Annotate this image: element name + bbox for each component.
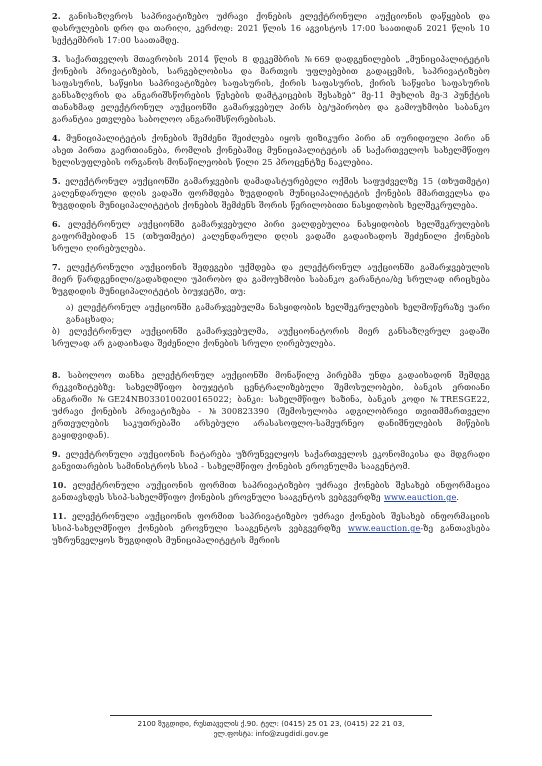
paragraph-4 — [52, 132, 490, 168]
paragraph-text: ელექტრონული აუქციონის ჩატარება უზრუნველყოს საქართველოს ეკონომიკისა და მდგრადი განვითარების სამინისტროს სსიპ - სახელმწიფო ქონების ეროვნულმა სააგენტომ. — [52, 449, 490, 471]
subitem-a: ა) ელექტრონულ აუქციონში გამარჯვებულმა ნასყიდობის ხელშეკრულების ხელმოწერაზე უარი განაცხადა; — [66, 302, 490, 324]
paragraph-text: მუნიციპალიტეტის ქონების შემძენი შეიძლება იყოს ფიზიკური პირი ან იურიდიული პირი ან ასეთ პირთა გაერთიანება, რომლის ქონებაშიც მუნიციპალიტეტის ან საქართველოს სახელმწიფო ხელისუფლების ორგანოს მონაწილეობის წილი 25 პროცენტზე ნაკლებია. — [52, 133, 490, 167]
paragraph-2 — [52, 10, 490, 46]
paragraph-text: საბოლოო თანხა ელექტრონულ აუქციონში მონაწილე პირებმა უნდა გადაიხადონ შემდეგ რეკვიზიტებზე: სახელმწიფო ბიუჯეტის ცენტრალიზებული შემოსულობები, ბანკის ერთიანი ანგარიში №GE24NB0330100200165022; ბანკი: სახელმწიფო ხაზინა, ბანკის კოდი №TRESGE22, უძრავი ქონების პრივატიზება - №300823390 (შემოსულობა ადგილობრივი თვითმმართველი ერთეულების საკუთრებაში არსებული არასასოფლო-სამეურნეო დანიშნულების მიწების გაყიდვიდან). — [52, 370, 490, 440]
paragraph-number: 9. — [52, 449, 61, 459]
paragraph-text: ელექტრონულ აუქციონში გამარჯვების დამადასტურებელი ოქმის საფუძველზე 15 (თხუთმეტი) კალენდარული დღის ვადაში ფორმდება ზუგდიდის მუნიციპალიტეტის ქონების მმართველსა და ზუგდიდის მუნიციპალიტეტის ქონების შემძენს შორის წერილობითი ნასყიდობის ხელშეკრულება. — [52, 176, 490, 210]
paragraph-5 — [52, 175, 490, 211]
paragraph-10 — [52, 479, 490, 503]
paragraph-number: 2. — [52, 11, 61, 21]
paragraph-11 — [52, 510, 490, 546]
subitem-b: ბ) ელექტრონულ აუქციონში გამარჯვებულმა, აუქციონატორის მიერ განსაზღვრულ ვადაში სრულად არ გადაიხადა შეძენილი ქონების სრული ღირებულება. — [52, 326, 490, 348]
paragraph-text: განისაზღვროს საპრივატიზებო უძრავი ქონების ელექტრონული აუქციონის დაწყების და დასრულების დრო და თარიღი, კერძოდ: 2021 წლის 16 აგვისტოს 17:00 საათიდან 2021 წლის 10 სექტემბრის 17:00 საათამდე. — [52, 11, 490, 45]
paragraph-text: საქართველოს მთავრობის 2014 წლის 8 დეკემბრის №669 დადგენილების „მუნიციპალიტეტის ქონების პრივატიზების, სარგებლობისა და მართვის უფლებებით გადაცემის, საპრივატიზებო საფასურის, საწყისი საპრივატიზებო საფასურის, ქირის საფასურის, ქირის საწყისი საფასურის განსაზღვრის და ანგარიშსწორების წესების დამტკიცების შესახებ“ მე-11 მუხლის მე-3 პუნქტის თანახმად ელექტრონულ აუქციონში გამარჯვებულ პირს ბე/უპირობო და გამოუხმობი საბანკო გარანტია ეთვლება საბოლოო ანგარიშსწორებისას. — [52, 54, 490, 124]
paragraph-number: 10. — [52, 480, 67, 490]
paragraph-text: ელექტრონული აუქციონის შედეგები უქმდება და ელექტრონულ აუქციონში გამარჯვებულის მიერ წარდგენილი/გადახდილი უპირობო და გამოუხმობი საბანკო გარანტია/ბე სრულად ირიცხება ზუგდიდის მუნიციპალიტეტის ბიუჯეტში, თუ: — [52, 262, 490, 296]
page-footer — [110, 715, 432, 739]
paragraph-6 — [52, 218, 490, 254]
paragraph-3 — [52, 53, 490, 125]
paragraph-9 — [52, 448, 490, 472]
paragraph-tail: . — [456, 492, 460, 502]
paragraph-number: 11. — [52, 511, 67, 521]
eauction-link[interactable]: www.eauction.ge — [383, 492, 457, 502]
paragraph-number: 3. — [52, 54, 61, 64]
spacer — [52, 349, 490, 369]
paragraph-number: 7. — [52, 262, 61, 272]
paragraph-text: ელექტრონულ აუქციონში გამარჯვებული პირი ვალდებულია ნასყიდობის ხელშეკრულების გაფორმებიდან 15 (თხუთმეტი) კალენდარული დღის ვადაში გადაიხადოს შეძენილი ქონების სრული ღირებულება. — [52, 219, 490, 253]
paragraph-7 — [52, 261, 490, 297]
paragraph-text: ელექტრონული აუქციონის ფორმით საპრივატიზებო უძრავი ქონების შესახებ ინფორმაცია განთავსდეს სსიპ-სახელმწიფო ქონების ეროვნული სააგენტოს ვებგვერდზე — [52, 480, 490, 502]
paragraph-number: 6. — [52, 219, 61, 229]
paragraph-number: 5. — [52, 176, 61, 186]
paragraph-number: 8. — [52, 370, 61, 380]
paragraph-number: 4. — [52, 133, 61, 143]
eauction-link[interactable]: www.eauction.ge — [347, 523, 421, 533]
paragraph-tail: -ზე განთავსება უზრუნველყოს ზუგდიდის მუნიციპალიტეტის მერიის — [52, 523, 490, 545]
paragraph-8 — [52, 369, 490, 441]
footer-address: 2100 ზუგდიდი, რუსთაველის ქ.90. ტელ: (0415) 25 01 23, (0415) 22 21 03, — [137, 719, 405, 728]
paragraph-text: ელექტრონული აუქციონის ფორმით საპრივატიზებო უძრავი ქონების შესახებ ინფორმაციის სსიპ-სახელმწიფო ქონების ეროვნული სააგენტოს ვებგვერდზე — [52, 511, 490, 533]
footer-email: ელ.ფოსტა: info@zugdidi.gov.ge — [213, 729, 329, 738]
